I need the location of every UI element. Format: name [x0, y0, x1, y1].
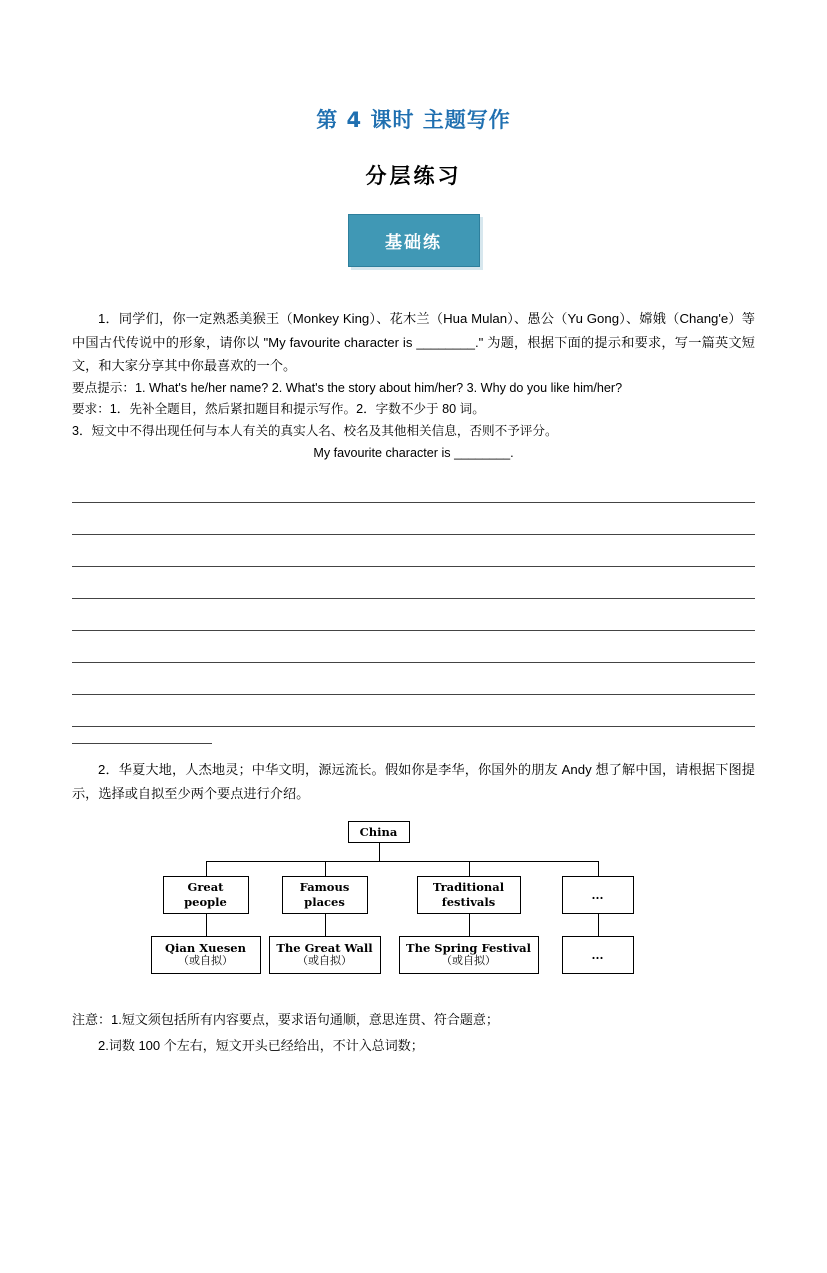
diagram-node-branch-2: [282, 876, 368, 914]
answer-lines[interactable]: [72, 471, 755, 744]
diagram-node-leaf-2-sublabel: （或自拟）: [297, 955, 352, 968]
answer-line[interactable]: [72, 663, 755, 695]
diagram-connector: [206, 861, 207, 876]
diagram-connector: [325, 914, 326, 936]
document-page: [0, 104, 827, 1273]
diagram-node-root: [348, 821, 410, 843]
diagram-connector: [206, 861, 598, 862]
diagram-node-leaf-1-sublabel: （或自拟）: [178, 955, 233, 968]
question-1-requirement-2: 3．短文中不得出现任何与本人有关的真实人名、校名及其他相关信息，否则不予评分。: [72, 423, 558, 438]
question-1-title-prompt: My favourite character is ________.: [313, 446, 514, 461]
diagram-node-leaf-2: [269, 936, 381, 974]
diagram-connector: [598, 861, 599, 876]
question-2-notes: [72, 1007, 755, 1059]
diagram-node-leaf-3-label: The Spring Festival: [406, 940, 531, 955]
diagram-node-branch-4-label: ...: [591, 887, 604, 902]
diagram-node-branch-3: [417, 876, 521, 914]
diagram-node-leaf-4-label: ...: [591, 947, 604, 962]
diagram-node-branch-3-label: Traditional festivals: [432, 880, 505, 909]
question-2-note-1: 注意：1.短文须包括所有内容要点，要求语句通顺，意思连贯、符合题意；: [72, 1011, 499, 1027]
question-1-requirement-1: 要求：1．先补全题目，然后紧扣题目和提示写作。2．字数不少于 80 词。: [72, 402, 485, 417]
question-1-points: 要点提示：1. What's he/her name? 2. What's the story about him/her? 3. Why do you like him/her?: [72, 380, 623, 395]
answer-line[interactable]: [72, 695, 755, 727]
answer-line[interactable]: [72, 503, 755, 535]
answer-line[interactable]: [72, 567, 755, 599]
diagram-connector: [379, 843, 380, 861]
china-mindmap-diagram: [149, 821, 679, 991]
answer-line[interactable]: [72, 535, 755, 567]
diagram-node-leaf-4: [562, 936, 634, 974]
diagram-connector: [469, 914, 470, 936]
diagram-node-leaf-3-sublabel: （或自拟）: [441, 955, 496, 968]
diagram-connector: [206, 914, 207, 936]
question-2-note-2: 2.词数 100 个左右，短文开头已经给出，不计入总词数；: [98, 1037, 424, 1053]
answer-line[interactable]: [72, 631, 755, 663]
diagram-connector: [469, 861, 470, 876]
page-title: 第 4 课时 主题写作: [316, 108, 511, 132]
section-badge: 基础练: [348, 214, 480, 267]
answer-line-short[interactable]: [72, 729, 212, 744]
diagram-node-leaf-1: [151, 936, 261, 974]
question-1-stem: 1．同学们，你一定熟悉美猴王（Monkey King）、花木兰（Hua Mulan）、愚公（Yu Gong）、嫦娥（Chang'e）等中国古代传说中的形象，请你以 "My favourite character is ________." 为题，根据下面的提示和要求，写一篇英文短文，和大家分享其中你最喜欢的一个。: [72, 311, 755, 373]
question-2-stem: 2．华夏大地，人杰地灵；中华文明，源远流长。假如你是李华，你国外的朋友 Andy 想了解中国，请根据下图提示，选择或自拟至少两个要点进行介绍。: [72, 761, 755, 802]
diagram-node-leaf-1-label: Qian Xuesen: [165, 940, 246, 955]
diagram-node-branch-2-label: Famous places: [299, 880, 350, 909]
diagram-node-branch-1-label: Great people: [184, 880, 227, 909]
question-2-block: [72, 758, 755, 807]
diagram-node-leaf-2-label: The Great Wall: [276, 940, 373, 955]
diagram-connector: [598, 914, 599, 936]
diagram-node-branch-4: [562, 876, 634, 914]
diagram-node-branch-1: [163, 876, 249, 914]
section-badge-wrapper: [72, 214, 755, 267]
diagram-node-root-label: China: [359, 824, 398, 839]
question-1-block: [72, 307, 755, 465]
answer-line[interactable]: [72, 599, 755, 631]
diagram-node-leaf-3: [399, 936, 539, 974]
answer-line[interactable]: [72, 471, 755, 503]
diagram-connector: [325, 861, 326, 876]
page-subtitle: 分层练习: [365, 163, 462, 188]
